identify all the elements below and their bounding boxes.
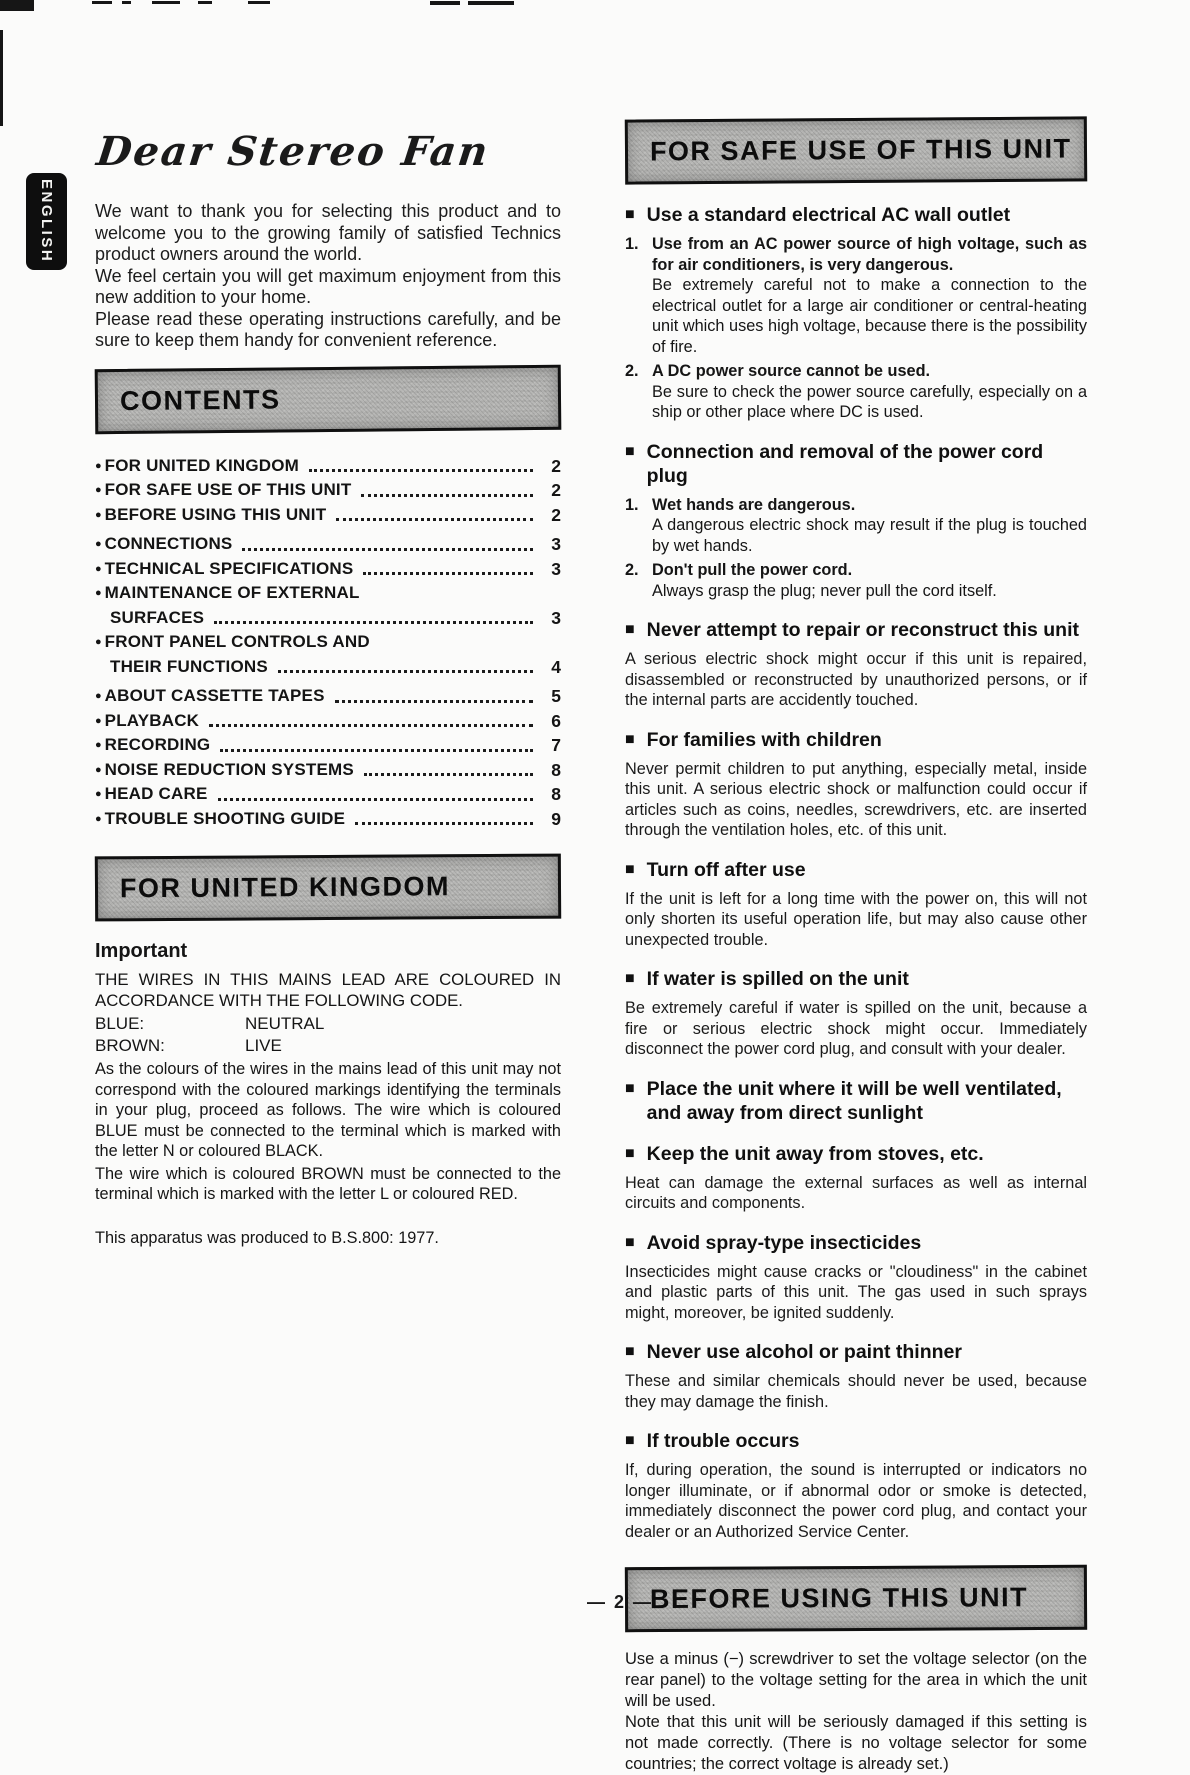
safety-section-title: Never use alcohol or paint thinner bbox=[646, 1341, 962, 1363]
scan-mark bbox=[152, 1, 180, 4]
numbered-item-body bbox=[652, 495, 1087, 557]
wire-colour-label: BROWN: bbox=[95, 1036, 165, 1055]
square-bullet-icon: ■ bbox=[625, 621, 635, 638]
intro-paragraph: Please read these operating instructions carefully, and be sure to keep them handy for convenient reference. bbox=[95, 308, 561, 350]
wire-code-row bbox=[95, 1013, 561, 1035]
safety-section-text: Never permit children to put anything, especially metal, inside this unit. A serious electric shock or malfunction could occur if articles such as coins, needles, screwdrivers, etc. are inserted through the ventilation holes, etc. of this unit. bbox=[625, 759, 1087, 839]
safety-section-title: If water is spilled on the unit bbox=[646, 968, 909, 990]
toc-bullet: ● bbox=[95, 459, 102, 472]
bs-standard-note: This apparatus was produced to B.S.800: 1977. bbox=[95, 1228, 439, 1247]
toc-list bbox=[95, 454, 561, 832]
toc-item-label: TECHNICAL SPECIFICATIONS bbox=[104, 558, 354, 578]
toc-page-number: 4 bbox=[551, 656, 561, 677]
numbered-item-bold: A DC power source cannot be used. bbox=[652, 362, 931, 380]
safety-section-title: Use a standard electrical AC wall outlet bbox=[646, 204, 1011, 226]
numbered-item-bold: Use from an AC power source of high voltage, such as for air conditioners, is very dangerous. bbox=[652, 235, 1087, 274]
intro-paragraph: We want to thank you for selecting this product and to welcome you to the growing family of satisfied Technics product owners around the world. bbox=[95, 201, 561, 264]
scan-mark bbox=[0, 30, 3, 126]
toc-row bbox=[95, 557, 561, 582]
wire-colour-label: BLUE: bbox=[95, 1014, 145, 1033]
toc-dot-leader bbox=[218, 798, 533, 801]
safety-section-text: If the unit is left for a long time with the power on, this will not only shorten its useful operation life, but may also cause other unexpected trouble. bbox=[625, 889, 1087, 949]
toc-row bbox=[95, 454, 561, 479]
square-bullet-icon: ■ bbox=[625, 1144, 635, 1162]
toc-page-number: 2 bbox=[551, 504, 561, 525]
numbered-item-index: 1. bbox=[625, 235, 639, 253]
toc-item-label: ABOUT CASSETTE TAPES bbox=[104, 686, 325, 705]
safety-section-heading bbox=[625, 1231, 1087, 1255]
safety-section-text: Insecticides might cause cracks or "cloudiness" in the cabinet and plastic parts of this unit. The gas used in such sprays might, moreover, be ignited suddenly. bbox=[625, 1262, 1087, 1322]
scan-mark bbox=[430, 1, 460, 5]
right-column bbox=[625, 118, 1087, 1775]
scan-mark bbox=[248, 1, 270, 4]
safety-section-title: If trouble occurs bbox=[646, 1430, 800, 1452]
square-bullet-icon: ■ bbox=[625, 1343, 635, 1360]
toc-bullet: ● bbox=[95, 587, 102, 599]
toc-row bbox=[95, 478, 561, 503]
toc-dot-leader bbox=[355, 822, 533, 825]
scan-mark bbox=[0, 0, 34, 11]
contents-header: CONTENTS bbox=[95, 364, 562, 433]
toc-bullet: ● bbox=[95, 812, 102, 825]
safety-section-heading bbox=[625, 203, 1087, 227]
safety-section-heading bbox=[625, 440, 1087, 488]
safety-section-title: Connection and removal of the power cord plug bbox=[646, 440, 1044, 487]
toc-page-number: 3 bbox=[551, 607, 561, 628]
toc-item-label: CONNECTIONS bbox=[104, 534, 233, 553]
safety-section-text: These and similar chemicals should never be used, because they may damage the finish. bbox=[625, 1372, 1087, 1411]
safety-section-heading bbox=[625, 858, 1087, 882]
toc-row bbox=[95, 709, 561, 734]
toc-row bbox=[95, 532, 561, 557]
before-using-header: BEFORE USING THIS UNIT bbox=[625, 1565, 1087, 1632]
safety-section-title: Turn off after use bbox=[646, 858, 806, 881]
square-bullet-icon: ■ bbox=[625, 1079, 635, 1097]
safety-section-heading bbox=[625, 728, 1087, 752]
toc-row bbox=[95, 807, 561, 832]
toc-page-number: 3 bbox=[551, 534, 561, 554]
safety-section-heading bbox=[625, 967, 1087, 991]
wire-colour-value: NEUTRAL bbox=[245, 1014, 325, 1033]
safety-section-heading bbox=[625, 1142, 1087, 1166]
toc-bullet: ● bbox=[95, 763, 102, 776]
numbered-item-body bbox=[652, 361, 1087, 423]
toc-item-label: RECORDING bbox=[104, 735, 211, 754]
toc-row bbox=[95, 606, 561, 631]
toc-row bbox=[95, 758, 561, 783]
safety-section-heading bbox=[625, 1077, 1087, 1125]
numbered-item-text: Be extremely careful not to make a connection to the electrical outlet for a large air conditioner or central-heating unit which uses high voltage, because there is the possibility of fire. bbox=[652, 276, 1087, 356]
toc-item-label: TROUBLE SHOOTING GUIDE bbox=[104, 808, 346, 828]
toc-page-number: 9 bbox=[551, 808, 561, 829]
toc-bullet: ● bbox=[95, 538, 102, 550]
toc-dot-leader bbox=[364, 773, 533, 776]
numbered-item bbox=[625, 560, 1087, 601]
safety-section-text: A serious electric shock might occur if this unit is repaired, disassembled or reconstructed by unauthorized persons, or if the internal parts are accidently touched. bbox=[625, 650, 1087, 709]
toc-bullet: ● bbox=[95, 788, 102, 800]
scan-mark bbox=[92, 1, 112, 4]
safety-section-title: Keep the unit away from stoves, etc. bbox=[646, 1142, 984, 1165]
toc-dot-leader bbox=[335, 700, 533, 703]
for-safe-use-header: FOR SAFE USE OF THIS UNIT bbox=[625, 116, 1087, 184]
wire-code-row bbox=[95, 1035, 561, 1057]
for-united-kingdom-header: FOR UNITED KINGDOM bbox=[95, 854, 561, 922]
numbered-item-index: 2. bbox=[625, 561, 639, 579]
scan-mark bbox=[122, 1, 131, 4]
scan-mark bbox=[198, 1, 212, 4]
safety-section-heading bbox=[625, 618, 1087, 642]
numbered-item-index: 1. bbox=[625, 495, 639, 514]
toc-item-label: FOR SAFE USE OF THIS UNIT bbox=[104, 480, 352, 499]
toc-dot-leader bbox=[214, 621, 533, 624]
numbered-item-body bbox=[652, 234, 1087, 357]
toc-item-label: HEAD CARE bbox=[104, 784, 208, 803]
language-tab-english: ENGLISH bbox=[26, 173, 67, 270]
toc-bullet: ● bbox=[95, 508, 102, 521]
numbered-item bbox=[625, 234, 1087, 357]
toc-page-number: 7 bbox=[551, 735, 561, 755]
toc-item-label: NOISE REDUCTION SYSTEMS bbox=[104, 759, 354, 779]
toc-page-number: 6 bbox=[551, 710, 561, 731]
toc-page-number: 2 bbox=[551, 455, 561, 476]
numbered-item bbox=[625, 495, 1087, 557]
uk-paragraph: As the colours of the wires in the mains lead of this unit may not correspond with the coloured markings identifying the terminals in your plug, proceed as follows. The wire which is coloured BLUE must be connected to the terminal which is marked with the letter N or coloured BLACK. bbox=[95, 1060, 561, 1160]
safety-section-title: Place the unit where it will be well ventilated, and away from direct sunlight bbox=[646, 1077, 1062, 1124]
page-number: — 2 — bbox=[586, 1592, 653, 1612]
wire-colour-value: LIVE bbox=[245, 1036, 282, 1055]
square-bullet-icon: ■ bbox=[625, 206, 635, 223]
square-bullet-icon: ■ bbox=[625, 442, 635, 460]
toc-bullet: ● bbox=[95, 690, 102, 702]
before-use-paragraph: Use a minus (−) screwdriver to set the voltage selector (on the rear panel) to the voltage setting for the area in which the unit will be used. bbox=[625, 1650, 1087, 1710]
safety-section-title: For families with children bbox=[646, 728, 882, 751]
toc-dot-leader bbox=[278, 670, 533, 673]
toc-dot-leader bbox=[361, 494, 533, 497]
square-bullet-icon: ■ bbox=[625, 860, 635, 878]
square-bullet-icon: ■ bbox=[625, 730, 635, 748]
toc-page-number: 2 bbox=[551, 480, 561, 500]
toc-bullet: ● bbox=[95, 636, 102, 648]
toc-dot-leader bbox=[363, 572, 533, 575]
toc-row bbox=[95, 581, 561, 606]
safety-section-heading bbox=[625, 1340, 1087, 1364]
toc-dot-leader bbox=[242, 548, 533, 551]
numbered-item-bold: Don't pull the power cord. bbox=[652, 561, 853, 579]
toc-bullet: ● bbox=[95, 484, 102, 496]
safety-section-text: If, during operation, the sound is interrupted or indicators no longer illuminate, or if abnormal odor or smoke is detected, immediately disconnect the power cord plug, and contact your dealer or an Authorized Service Center. bbox=[625, 1461, 1087, 1541]
left-column bbox=[95, 128, 561, 1248]
square-bullet-icon: ■ bbox=[625, 1233, 635, 1251]
toc-item-label: FRONT PANEL CONTROLS AND bbox=[104, 632, 370, 651]
safety-section-title: Avoid spray-type insecticides bbox=[646, 1231, 922, 1254]
important-heading: Important bbox=[95, 940, 188, 962]
toc-page-number: 5 bbox=[551, 686, 561, 706]
toc-bullet: ● bbox=[95, 739, 102, 751]
toc-row bbox=[95, 733, 561, 758]
safety-section-text: Heat can damage the external surfaces as well as internal circuits and components. bbox=[625, 1173, 1087, 1212]
toc-row bbox=[95, 782, 561, 807]
toc-dot-leader bbox=[220, 749, 533, 752]
scan-mark bbox=[468, 1, 514, 5]
toc-row bbox=[95, 655, 561, 680]
toc-row bbox=[95, 684, 561, 709]
toc-bullet: ● bbox=[95, 714, 102, 727]
numbered-item-text: Be sure to check the power source carefully, especially on a ship or other place where DC is used. bbox=[652, 382, 1087, 421]
toc-row bbox=[95, 630, 561, 655]
square-bullet-icon: ■ bbox=[625, 1432, 635, 1449]
safety-section-title: Never attempt to repair or reconstruct this unit bbox=[646, 619, 1080, 641]
safety-section-heading bbox=[625, 1429, 1087, 1453]
uk-code-intro: THE WIRES IN THIS MAINS LEAD ARE COLOURED IN ACCORDANCE WITH THE FOLLOWING CODE. bbox=[95, 970, 561, 1010]
toc-bullet: ● bbox=[95, 562, 102, 575]
toc-dot-leader bbox=[209, 724, 533, 727]
intro-paragraph: We feel certain you will get maximum enjoyment from this new addition to your home. bbox=[95, 265, 561, 307]
numbered-item-text: A dangerous electric shock may result if the plug is touched by wet hands. bbox=[652, 516, 1087, 555]
toc-item-label: BEFORE USING THIS UNIT bbox=[104, 504, 327, 524]
toc-item-label: MAINTENANCE OF EXTERNAL bbox=[104, 583, 360, 602]
before-use-paragraph: Note that this unit will be seriously damaged if this setting is not made correctly. (There is no voltage selector for some countries; the correct voltage is already set.) bbox=[625, 1713, 1087, 1773]
toc-item-label: PLAYBACK bbox=[104, 710, 200, 730]
toc-item-label: THEIR FUNCTIONS bbox=[110, 656, 268, 676]
safety-section-text: Be extremely careful if water is spilled on the unit, because a fire or serious electric shock might occur. Immediately disconnect the power cord plug, and consult with your dealer. bbox=[625, 999, 1087, 1058]
numbered-item bbox=[625, 361, 1087, 423]
numbered-item-text: Always grasp the plug; never pull the cord itself. bbox=[652, 581, 997, 600]
numbered-item-bold: Wet hands are dangerous. bbox=[652, 495, 856, 514]
toc-row bbox=[95, 503, 561, 528]
toc-page-number: 8 bbox=[551, 784, 561, 804]
square-bullet-icon: ■ bbox=[625, 970, 635, 987]
numbered-item-index: 2. bbox=[625, 362, 639, 380]
toc-page-number: 3 bbox=[551, 558, 561, 579]
toc-dot-leader bbox=[309, 469, 533, 472]
toc-page-number: 8 bbox=[551, 759, 561, 780]
toc-dot-leader bbox=[336, 518, 533, 521]
numbered-item-body bbox=[652, 560, 1087, 601]
toc-item-label: SURFACES bbox=[110, 607, 205, 627]
dear-stereo-fan-heading: Dear Stereo Fan bbox=[94, 128, 493, 175]
toc-item-label: FOR UNITED KINGDOM bbox=[104, 455, 300, 475]
uk-paragraph: The wire which is coloured BROWN must be connected to the terminal which is marked with the letter L or coloured RED. bbox=[95, 1164, 561, 1203]
safety-sections bbox=[625, 203, 1087, 1542]
